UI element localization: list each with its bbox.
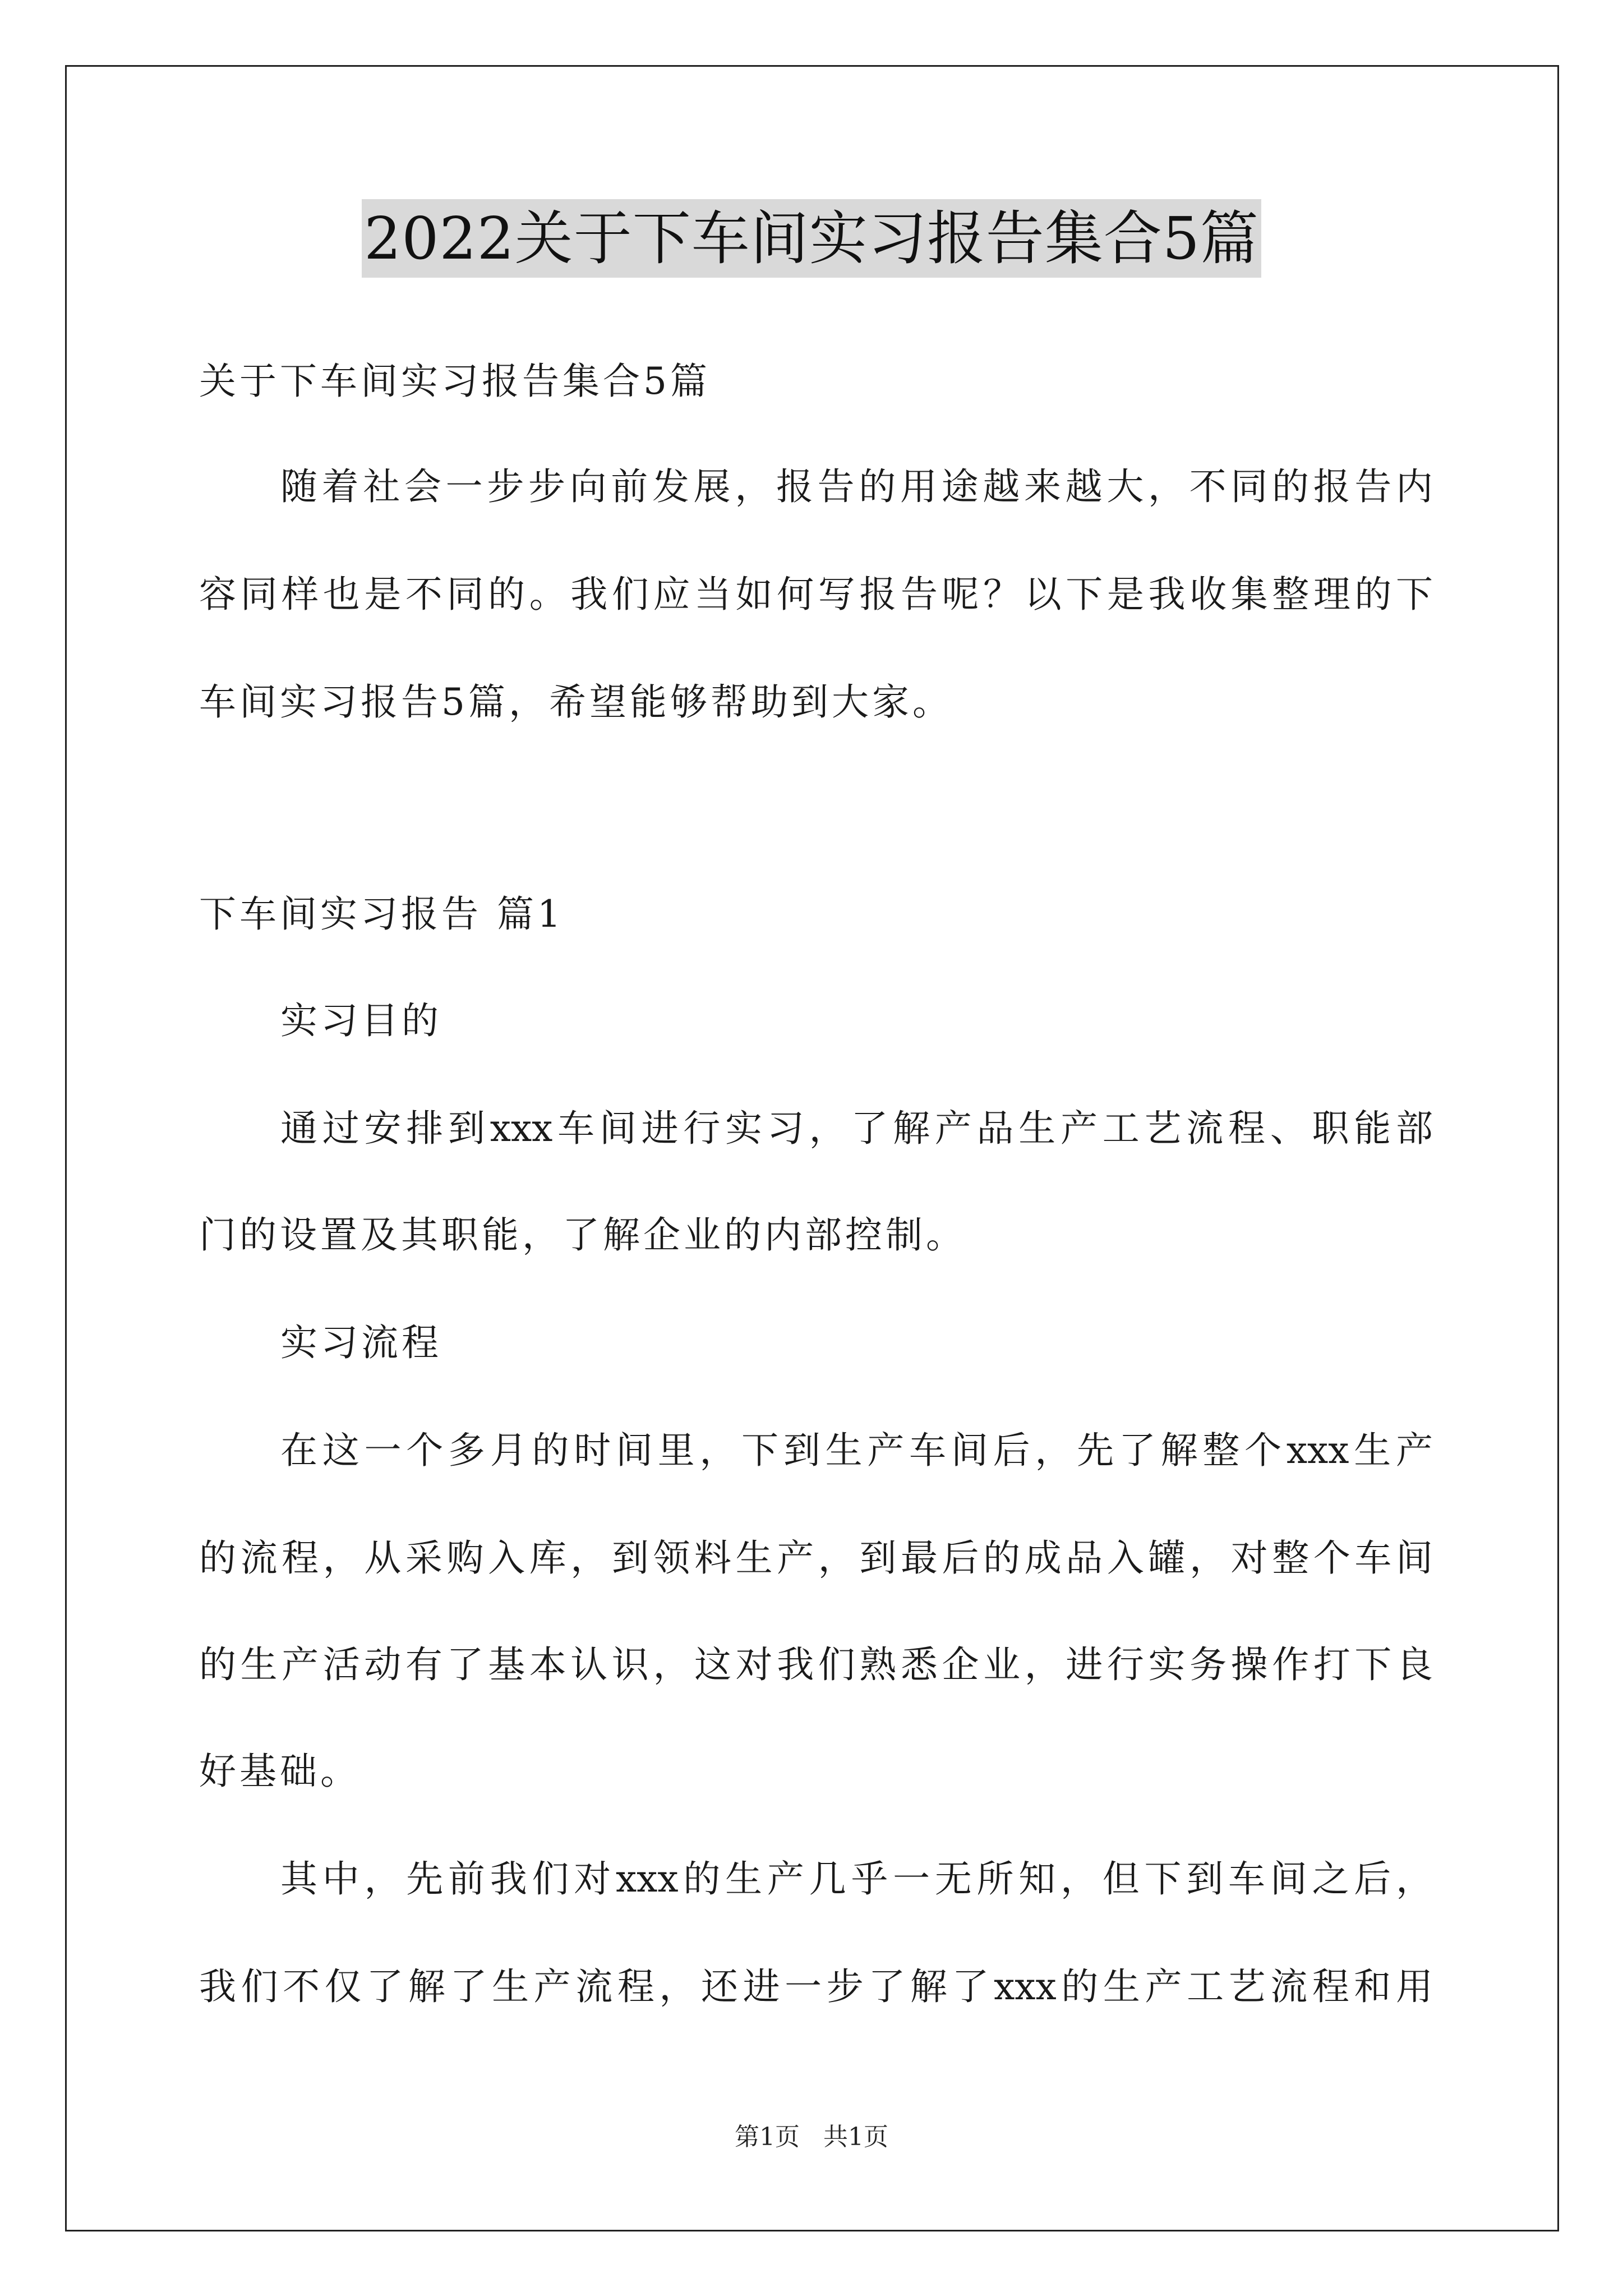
purpose-heading: 实习目的 — [280, 999, 442, 1042]
document-title: 2022关于下车间实习报告集合5篇 — [362, 199, 1261, 278]
process-line-2: 的流程，从采购入库，到领料生产，到最后的成品入罐，对整个车间 — [199, 1536, 1433, 1580]
page-total: 共1页 — [823, 2123, 888, 2151]
purpose-line-2: 门的设置及其职能，了解企业的内部控制。 — [199, 1213, 966, 1257]
intro-line-3: 车间实习报告5篇，希望能够帮助到大家。 — [199, 680, 953, 724]
section-title: 下车间实习报告 篇1 — [199, 892, 564, 936]
process-line-4: 好基础。 — [199, 1750, 361, 1793]
process-line-1: 在这一个多月的时间里，下到生产车间后，先了解整个xxx生产 — [280, 1429, 1433, 1472]
title-block — [0, 199, 1623, 278]
document-subtitle: 关于下车间实习报告集合5篇 — [199, 360, 711, 403]
process-line-3: 的生产活动有了基本认识，这对我们熟悉企业，进行实务操作打下良 — [199, 1643, 1433, 1686]
intro-line-2: 容同样也是不同的。我们应当如何写报告呢？以下是我收集整理的下 — [199, 573, 1433, 616]
intro-line-1: 随着社会一步步向前发展，报告的用途越来越大，不同的报告内 — [280, 465, 1433, 508]
process-heading: 实习流程 — [280, 1321, 442, 1364]
para4-line-2: 我们不仅了解了生产流程，还进一步了解了xxx的生产工艺流程和用 — [199, 1965, 1433, 2008]
page-number: 第1页 — [735, 2123, 800, 2151]
purpose-line-1: 通过安排到xxx车间进行实习，了解产品生产工艺流程、职能部 — [280, 1107, 1433, 1150]
page-footer — [0, 2120, 1623, 2154]
para4-line-1: 其中，先前我们对xxx的生产几乎一无所知，但下到车间之后， — [280, 1857, 1433, 1901]
